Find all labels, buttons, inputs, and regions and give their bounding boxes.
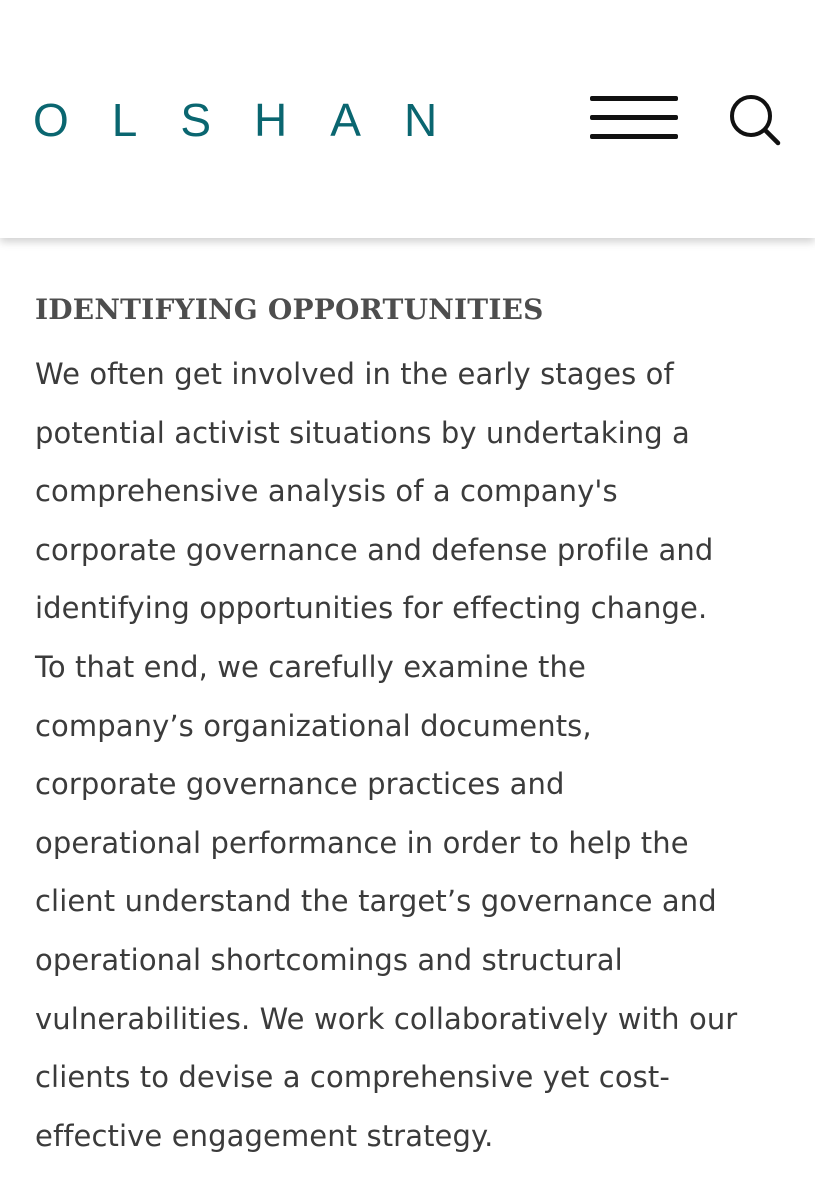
body-text-line: To that end, we carefully examine the xyxy=(35,649,586,684)
search-icon xyxy=(726,91,784,149)
section-body-text xyxy=(35,345,795,1165)
body-text-line: clients to devise a comprehensive yet cost- xyxy=(35,1060,670,1095)
body-text-line: identifying opportunities for effecting change. xyxy=(35,591,708,626)
body-text-line: comprehensive analysis of a company's xyxy=(35,474,618,509)
body-text-line: We often get involved in the early stages of xyxy=(35,357,674,391)
body-text-line: corporate governance practices and xyxy=(35,767,565,802)
body-text-line: corporate governance and defense profile and xyxy=(35,532,714,567)
site-header xyxy=(0,0,815,238)
hamburger-menu-icon xyxy=(590,115,678,120)
body-text-line: client understand the target’s governance and xyxy=(35,884,717,919)
main-content xyxy=(35,288,795,1165)
hamburger-menu-icon xyxy=(590,96,678,101)
hamburger-menu-icon xyxy=(590,134,678,139)
body-text-line: potential activist situations by undertaking a xyxy=(35,415,690,450)
body-text-line: vulnerabilities. We work collaboratively with our xyxy=(35,1001,738,1036)
body-text-line: company’s organizational documents, xyxy=(35,708,592,743)
body-text-line: operational performance in order to help the xyxy=(35,825,689,860)
olshan-logo[interactable]: OLSHAN xyxy=(33,94,481,146)
body-text-line: operational shortcomings and structural xyxy=(35,942,623,977)
menu-button[interactable] xyxy=(590,93,680,147)
section-heading: IDENTIFYING OPPORTUNITIES xyxy=(35,293,544,326)
body-text-line: effective engagement strategy. xyxy=(35,1118,494,1153)
search-button[interactable] xyxy=(726,91,784,149)
